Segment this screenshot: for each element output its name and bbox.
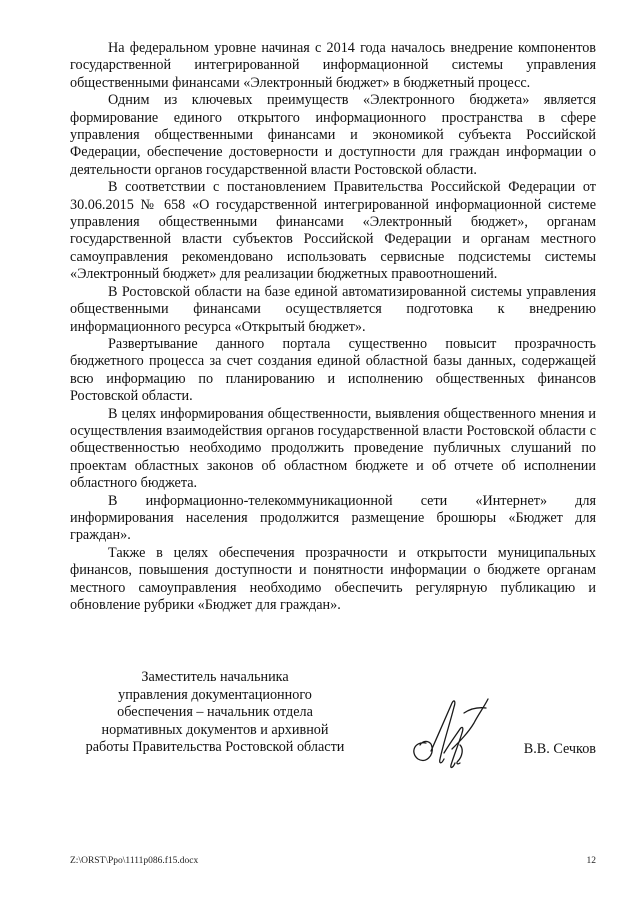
- paragraph-7: В информационно-телекоммуникационной сети «Интернет» для информирования населения продолжится размещение брошюры «Бюджет для граждан».: [70, 492, 596, 544]
- paragraph-5: Развертывание данного портала существенно повысит прозрачность бюджетного процесса за счет создания единой областной базы данных, содержащей всю информацию по планированию и исполнению общественных финансов Ростовской области.: [70, 335, 596, 405]
- position-line: Заместитель начальника: [141, 669, 289, 685]
- signature-block: [70, 669, 596, 769]
- page-number: 12: [586, 856, 596, 866]
- signature-stroke: [431, 701, 455, 763]
- document-body: [70, 40, 596, 614]
- position-line: управления документационного: [118, 686, 312, 703]
- paragraph-3: В соответствии с постановлением Правительства Российской Федерации от 30.06.2015 № 658 «О государственной интегрированной информационной системе управления общественными финансами «Электронный бюджет», органам государственной власти субъектов Российской Федерации и органам местного самоуправления рекомендовано использовать сервисные подсистемы системы «Электронный бюджет» для реализации бюджетных правоотношений.: [70, 179, 596, 283]
- paragraph-4: В Ростовской области на базе единой автоматизированной системы управления общественными финансами осуществляется подготовка к внедрению информационного ресурса «Открытый бюджет».: [70, 283, 596, 335]
- signature-stroke: [452, 699, 488, 749]
- file-path: Z:\ORST\Ppo\1111p086.f15.docx: [70, 856, 199, 866]
- paragraph-8: Также в целях обеспечения прозрачности и открытости муниципальных финансов, повышения доступности и понятности информации о бюджете органам местного самоуправления необходимо обеспечить регулярную публикацию и обновление рубрики «Бюджет для граждан».: [70, 544, 596, 613]
- position-line: обеспечения – начальник отдела: [117, 704, 313, 721]
- position-line: нормативных документов и архивной: [101, 721, 329, 738]
- position-line: работы Правительства Ростовской области: [85, 739, 345, 756]
- signature-stroke: [457, 745, 462, 764]
- paragraph-6: В целях информирования общественности, выявления общественного мнения и осуществления взаимодействия органов государственной власти Ростовской области с общественностью необходимо продолжить проведение публичных слушаний по проектам областных законов об областном бюджете и об отчете об исполнении областного бюджета.: [70, 405, 596, 492]
- signature-stroke: [414, 741, 432, 760]
- handwritten-signature: [404, 693, 494, 771]
- paragraph-2: Одним из ключевых преимуществ «Электронного бюджета» является формирование единого открытого информационного пространства в сфере управления общественными финансами и экономикой субъекта Российской Федерации, обеспечение достоверности и доступности для граждан информации о деятельности органов государственной власти Ростовской области.: [70, 92, 596, 178]
- signer-position: [70, 669, 360, 757]
- signer-name: В.В. Сечков: [523, 741, 596, 757]
- paragraph-1: На федеральном уровне начиная с 2014 года началось внедрение компонентов государственной интегрированной информационной системы управления общественными финансами «Электронный бюджет» в бюджетный процесс.: [70, 40, 596, 91]
